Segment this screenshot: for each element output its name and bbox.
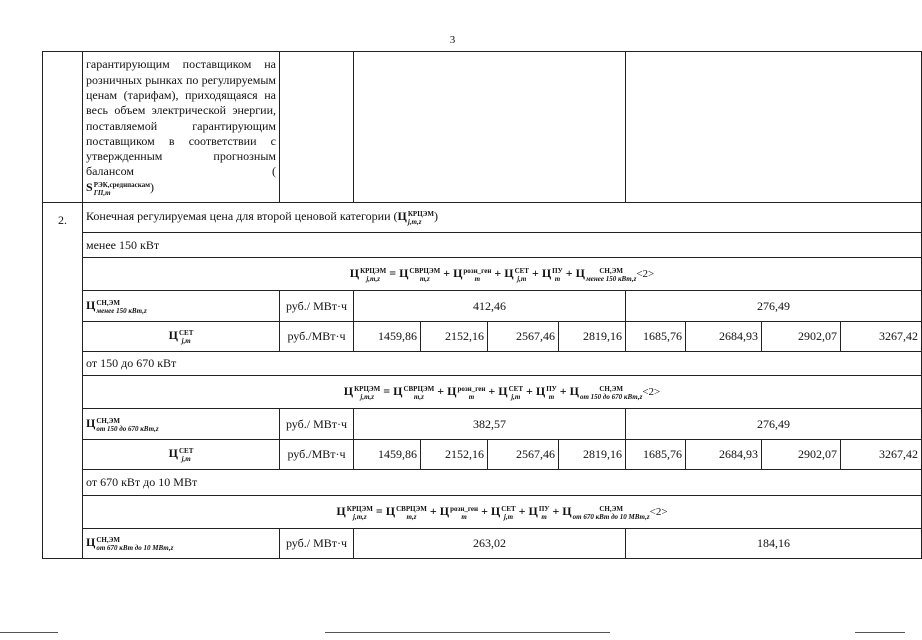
formula-row — [43, 258, 922, 291]
set-row — [43, 322, 922, 352]
value-cell: 1459,86 — [354, 440, 421, 470]
footer-rule — [325, 632, 610, 633]
value-cell: 3267,42 — [841, 322, 922, 352]
section-number: 2. — [43, 203, 83, 559]
footer-rule — [855, 632, 905, 633]
empty-values-right — [626, 52, 922, 203]
value-cell: 2684,93 — [686, 322, 762, 352]
sn-symbol: Ц СН,ЭМ от 670 кВт до 10 МВт,z — [83, 529, 280, 559]
formula: Ц КРЦЭМ j,m,z = Ц СВРЦЭМ m,z + Ц розн_ген m + Ц СЕТ j,m + Ц ПУ m + Ц СН,ЭМ от 150 до 670 кВт,z <2> — [83, 376, 922, 409]
formula: Ц КРЦЭМ j,m,z = Ц СВРЦЭМ m,z + Ц розн_ген m + Ц СЕТ j,m + Ц ПУ m + Ц СН,ЭМ от 670 кВт до 10 МВт,z <2> — [83, 496, 922, 529]
range-label-row — [43, 470, 922, 496]
empty-unit-cell — [280, 52, 354, 203]
value-a: 412,46 — [354, 291, 626, 322]
value-cell: 1685,76 — [626, 440, 686, 470]
unit: руб./ МВт·ч — [280, 529, 354, 559]
set-row — [43, 440, 922, 470]
range-label: от 670 кВт до 10 МВт — [83, 470, 922, 496]
sn-symbol: Ц СН,ЭМ от 150 до 670 кВт,z — [83, 409, 280, 440]
value-b: 184,16 — [626, 529, 922, 559]
empty-values-left — [354, 52, 626, 203]
formula-row — [43, 376, 922, 409]
range-label-row — [43, 233, 922, 258]
value-cell: 1685,76 — [626, 322, 686, 352]
set-symbol: Ц СЕТ j,m — [83, 322, 280, 352]
range-label: от 150 до 670 кВт — [83, 352, 922, 376]
value-a: 382,57 — [354, 409, 626, 440]
unit: руб./ МВт·ч — [280, 291, 354, 322]
value-a: 263,02 — [354, 529, 626, 559]
value-cell: 2819,16 — [559, 440, 626, 470]
value-cell: 2819,16 — [559, 322, 626, 352]
continuation-description: гарантирующим поставщиком на розничных рынках по регулируемым ценам (тарифам), приходящаяся на весь объем электрической энергии, поставляемой гарантирующим поставщиком в соответствии с утвержденным прогнозным балансом ( S РЭК,среднпаскам ГП,m ) — [83, 52, 280, 203]
section-title-row — [43, 203, 922, 233]
sn-row — [43, 409, 922, 440]
value-cell: 2567,46 — [488, 322, 559, 352]
value-cell: 1459,86 — [354, 322, 421, 352]
sn-symbol: Ц СН,ЭМ менее 150 кВт,z — [83, 291, 280, 322]
value-cell: 2152,16 — [421, 440, 488, 470]
continuation-row — [43, 52, 922, 203]
value-cell: 3267,42 — [841, 440, 922, 470]
sn-row — [43, 529, 922, 559]
value-b: 276,49 — [626, 291, 922, 322]
empty-num-cell — [43, 52, 83, 203]
sn-row — [43, 291, 922, 322]
formula-row — [43, 496, 922, 529]
range-label-row — [43, 352, 922, 376]
footer-rule — [0, 632, 58, 633]
value-b: 276,49 — [626, 409, 922, 440]
set-symbol: Ц СЕТ j,m — [83, 440, 280, 470]
page-number: 3 — [449, 34, 456, 46]
value-cell: 2902,07 — [762, 322, 841, 352]
tariff-table — [42, 51, 922, 559]
value-cell: 2152,16 — [421, 322, 488, 352]
value-cell: 2902,07 — [762, 440, 841, 470]
section-title: Конечная регулируемая цена для второй ценовой категории (Ц КРЦЭМ j,m,z ) — [83, 203, 922, 233]
unit: руб./ МВт·ч — [280, 409, 354, 440]
value-cell: 2684,93 — [686, 440, 762, 470]
unit: руб./МВт·ч — [280, 440, 354, 470]
unit: руб./МВт·ч — [280, 322, 354, 352]
formula: Ц КРЦЭМ j,m,z = Ц СВРЦЭМ m,z + Ц розн_ген m + Ц СЕТ j,m + Ц ПУ m + Ц СН,ЭМ менее 150 кВт,z <2> — [83, 258, 922, 291]
range-label: менее 150 кВт — [83, 233, 922, 258]
value-cell: 2567,46 — [488, 440, 559, 470]
